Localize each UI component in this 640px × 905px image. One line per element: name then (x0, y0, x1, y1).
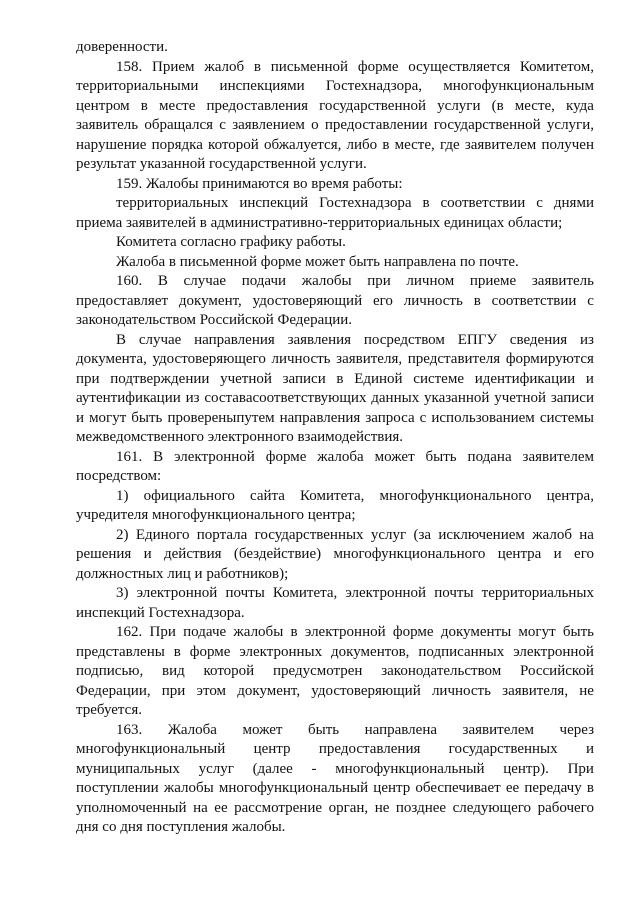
text-line: аутентификации из составасоответствующих данных указанной учетной записи (76, 390, 594, 406)
text-line: должностных лиц и работников); (76, 565, 289, 582)
text-line: и могут быть провереныпутем направления запроса с использованием системы (76, 409, 594, 426)
text-line: В случае направления заявления посредством ЕПГУ сведения из (116, 331, 594, 348)
text-line: многофункциональный центр предоставления государственных и (76, 741, 594, 757)
text-line: дня со дня поступления жалобы. (76, 819, 286, 835)
text-line: представлены в форме электронных документов, подписанных электронной (76, 643, 594, 660)
text-line: посредством: (76, 468, 162, 484)
document-body (76, 38, 594, 838)
text-line: Комитета согласно графику работы. (116, 234, 346, 250)
text-line: при подтверждении учетной записи в Единой системе идентификации и (76, 370, 594, 387)
text-line: 2) Единого портала государственных услуг (за исключением жалоб на (116, 526, 594, 543)
text-line: инспекций Гостехнадзора. (76, 604, 245, 621)
text-line: 158. Прием жалоб в письменной форме осуществляется Комитетом, (116, 58, 594, 75)
text-line: подписью, вид которой предусмотрен законодательством Российской (76, 663, 594, 679)
text-line: результат указанной государственной услуги. (76, 156, 367, 172)
text-line: 163. Жалоба может быть направлена заявителем через (116, 721, 594, 738)
text-line: заявитель обращался с заявлением о предоставлении государственной услуги, (76, 117, 594, 133)
text-line: законодательством Российской Федерации. (76, 312, 353, 328)
text-line: уполномоченный на ее рассмотрение орган, не позднее следующего рабочего (76, 799, 594, 816)
text-line: поступлении жалобы многофункциональный центр обеспечивает ее передачу в (76, 780, 594, 796)
text-line: муниципальных услуг (далее - многофункциональный центр). При (76, 760, 594, 777)
text-line: нарушение порядка которой обжалуется, либо в месте, где заявителем получен (76, 136, 594, 153)
text-line: территориальных инспекций Гостехнадзора в соответствии с днями (116, 195, 594, 211)
text-line: Жалоба в письменной форме может быть направлена по почте. (116, 253, 519, 270)
text-line: учредителя многофункционального центра; (76, 507, 356, 523)
text-line: межведомственного электронного взаимодействия. (76, 429, 404, 445)
text-line: 161. В электронной форме жалоба может быть подана заявителем (116, 448, 594, 465)
text-line: 160. В случае подачи жалобы при личном приеме заявитель (116, 273, 594, 289)
text-line: документа, удостоверяющего личность заявителя, представителя формируются (76, 351, 594, 367)
text-line: 162. При подаче жалобы в электронной форме документы могут быть (116, 624, 594, 640)
text-line: решения и действия (бездействие) многофункционального центра и его (76, 546, 594, 562)
text-line: территориальными инспекциями Гостехнадзора, многофункциональным (76, 78, 594, 94)
text-line: центром в месте предоставления государственной услуги (в месте, куда (76, 97, 594, 114)
text-line: 159. Жалобы принимаются во время работы: (116, 175, 403, 192)
text-line: требуется. (76, 702, 142, 718)
text-line: предоставляет документ, удостоверяющий его личность в соответствии с (76, 292, 594, 309)
text-line: приема заявителей в административно-территориальных единицах области; (76, 214, 563, 231)
text-line: доверенности. (76, 39, 168, 55)
text-line: 1) официального сайта Комитета, многофункционального центра, (116, 487, 594, 504)
text-line: Федерации, при этом документ, удостоверяющий личность заявителя, не (76, 682, 594, 699)
text-line: 3) электронной почты Комитета, электронной почты территориальных (116, 585, 594, 601)
